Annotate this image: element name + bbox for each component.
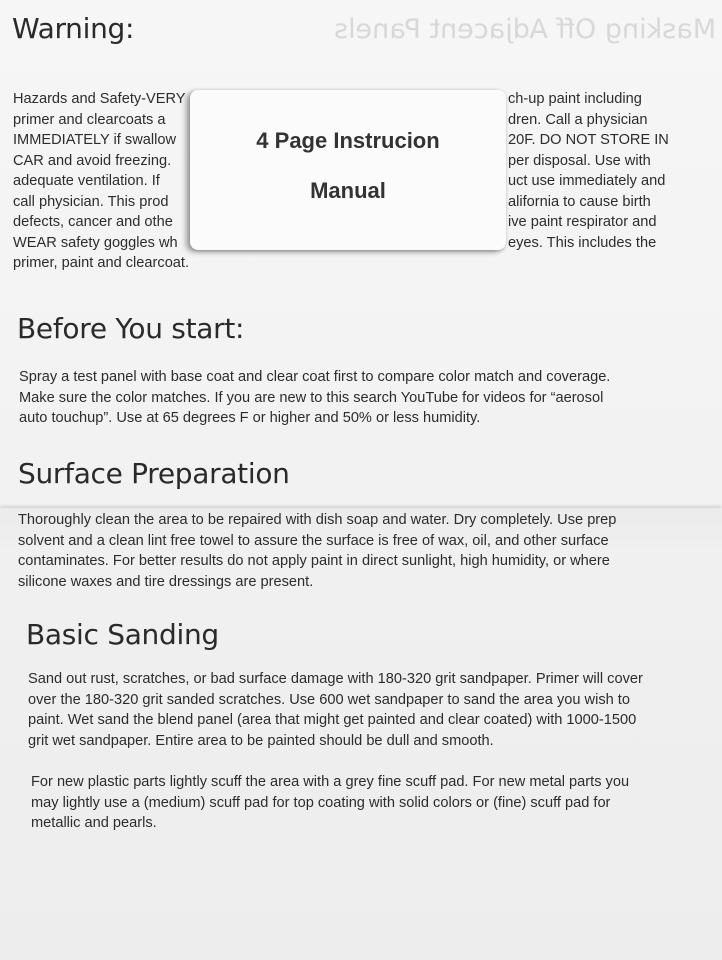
text-line: ive paint respirator and (508, 214, 657, 230)
text-line: auto touchup”. Use at 65 degrees F or higher and 50% or less humidity. (19, 410, 481, 426)
text-line: alifornia to cause birth (508, 193, 651, 210)
text-line: grit wet sandpaper. Entire area to be painted should be dull and smooth. (28, 732, 494, 749)
warning-text-right (508, 89, 669, 253)
text-line: paint. Wet sand the blend panel (area that might get painted and clear coated) with 1000-1500 (28, 712, 637, 728)
text-line: dren. Call a physician (508, 111, 648, 128)
text-line: Hazards and Safety-VERY (13, 91, 186, 107)
text-line: metallic and pearls. (31, 815, 157, 831)
text-line: IMMEDIATELY if swallow (13, 132, 176, 148)
text-line: silicone waxes and tire dressings are present. (18, 573, 314, 590)
text-line: Thoroughly clean the area to be repaired with dish soap and water. Dry completely. Use prep (18, 512, 617, 528)
text-line: Sand out rust, scratches, or bad surface damage with 180-320 grit sandpaper. Primer will cover (28, 671, 643, 687)
surface-preparation-heading: Surface Preparation (18, 457, 290, 490)
text-line: may lightly use a (medium) scuff pad for top coating with solid colors or (fine) scuff pad for (31, 794, 611, 811)
text-line: call physician. This prod (13, 193, 169, 210)
text-line: 20F. DO NOT STORE IN (508, 132, 669, 148)
text-line: primer, paint and clearcoat. (13, 255, 190, 271)
warning-text-left (13, 89, 189, 274)
text-line: contaminates. For better results do not apply paint in direct sunlight, high humidity, or where (18, 553, 610, 569)
text-line: eyes. This includes the (508, 234, 657, 251)
text-line: primer and clearcoats a (13, 111, 166, 128)
text-line: adequate ventilation. If (13, 173, 160, 189)
text-line: per disposal. Use with (508, 152, 651, 169)
surface-preparation-text (18, 510, 616, 592)
sticker-line-2: Manual (310, 178, 386, 203)
bleed-through-heading: Masking Off Adjacent Panels (333, 14, 716, 45)
basic-sanding-text-2 (31, 772, 629, 834)
basic-sanding-text (28, 669, 643, 751)
before-you-start-heading: Before You start: (17, 312, 245, 345)
text-line: over the 180-320 grit sanded scratches. Use 600 wet sandpaper to sand the area you wish to (28, 691, 630, 708)
basic-sanding-heading: Basic Sanding (26, 618, 219, 651)
text-line: solvent and a clean lint free towel to assure the surface is free of wax, oil, and other surface (18, 532, 609, 549)
text-line: For new plastic parts lightly scuff the area with a grey fine scuff pad. For new metal parts you (31, 774, 630, 790)
sticker-line-1: 4 Page Instrucion (256, 128, 440, 153)
text-line: defects, cancer and othe (13, 214, 173, 230)
text-line: ch-up paint including (508, 91, 642, 107)
text-line: uct use immediately and (508, 173, 666, 189)
text-line: CAR and avoid freezing. (13, 152, 172, 169)
before-you-start-text (19, 367, 610, 429)
warning-heading: Warning: (12, 12, 135, 45)
text-line: WEAR safety goggles wh (13, 234, 178, 251)
instruction-manual-sticker (190, 90, 506, 250)
text-line: Make sure the color matches. If you are new to this search YouTube for videos for “aerosol (19, 389, 604, 406)
text-line: Spray a test panel with base coat and clear coat first to compare color match and coverage. (19, 369, 611, 385)
